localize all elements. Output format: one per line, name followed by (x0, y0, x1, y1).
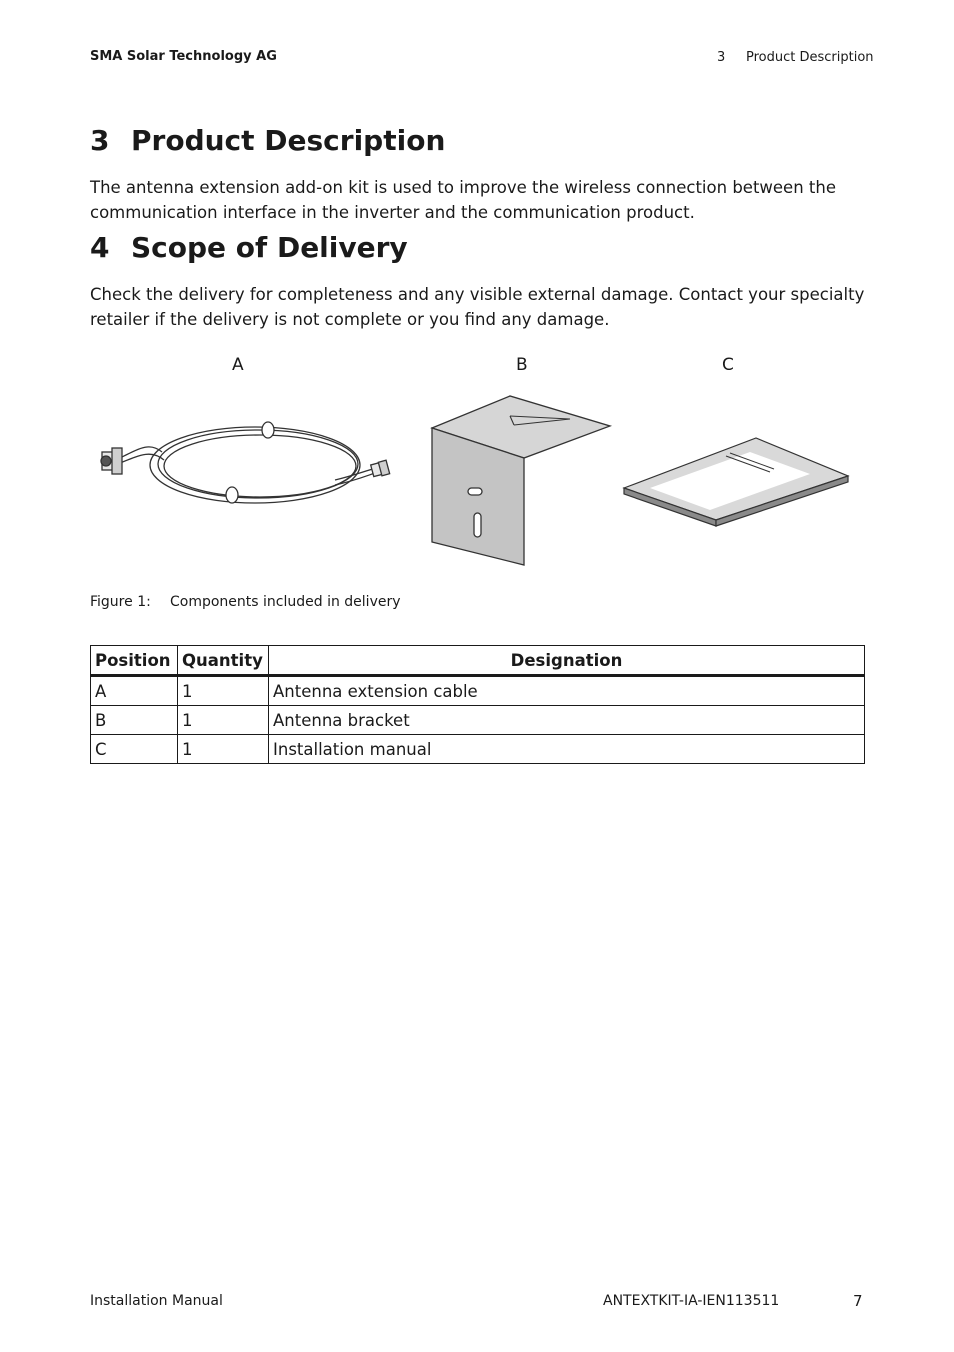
footer-doc-type: Installation Manual (90, 1293, 223, 1309)
cell-designation: Antenna extension cable (269, 676, 865, 706)
header-section-title: Product Description (746, 50, 874, 65)
header-position: Position (91, 646, 178, 676)
footer-page-number: 7 (853, 1292, 863, 1310)
antenna-bracket-illustration (432, 396, 610, 565)
section-4-number: 4 (90, 231, 110, 264)
header-company: SMA Solar Technology AG (90, 49, 277, 64)
cell-quantity: 1 (178, 706, 269, 735)
section-4-heading (90, 231, 408, 264)
table-row (91, 676, 865, 706)
section-4-title: Scope of Delivery (131, 231, 408, 264)
header-designation: Designation (269, 646, 865, 676)
header-quantity: Quantity (178, 646, 269, 676)
figure-label-c: C (722, 355, 734, 375)
section-3-title: Product Description (131, 124, 446, 157)
figure-caption (90, 594, 401, 610)
table-header-row (91, 646, 865, 676)
cell-designation: Installation manual (269, 735, 865, 764)
cell-quantity: 1 (178, 676, 269, 706)
section-4-body: Check the delivery for completeness and any visible external damage. Contact your specialty retailer if the delivery is not complete or you find any damage. (90, 285, 865, 329)
cell-position: B (91, 706, 178, 735)
cell-designation: Antenna bracket (269, 706, 865, 735)
figure-caption-text: Components included in delivery (170, 594, 401, 610)
cell-quantity: 1 (178, 735, 269, 764)
cell-position: C (91, 735, 178, 764)
figure-label-b: B (516, 355, 528, 375)
section-3-heading (90, 124, 445, 157)
section-3-body: The antenna extension add-on kit is used to improve the wireless connection between the communication interface in the inverter and the communication product. (90, 178, 836, 222)
delivery-table (90, 645, 865, 764)
figure-caption-number: Figure 1: (90, 594, 151, 610)
components-figure (90, 380, 865, 580)
antenna-cable-illustration (101, 422, 390, 503)
footer-doc-code: ANTEXTKIT-IA-IEN113511 (603, 1293, 780, 1309)
cell-position: A (91, 676, 178, 706)
figure-label-a: A (232, 355, 244, 375)
header-section-number: 3 (717, 50, 726, 65)
installation-manual-illustration (624, 438, 848, 526)
section-3-number: 3 (90, 124, 110, 157)
table-row (91, 706, 865, 735)
table-row (91, 735, 865, 764)
